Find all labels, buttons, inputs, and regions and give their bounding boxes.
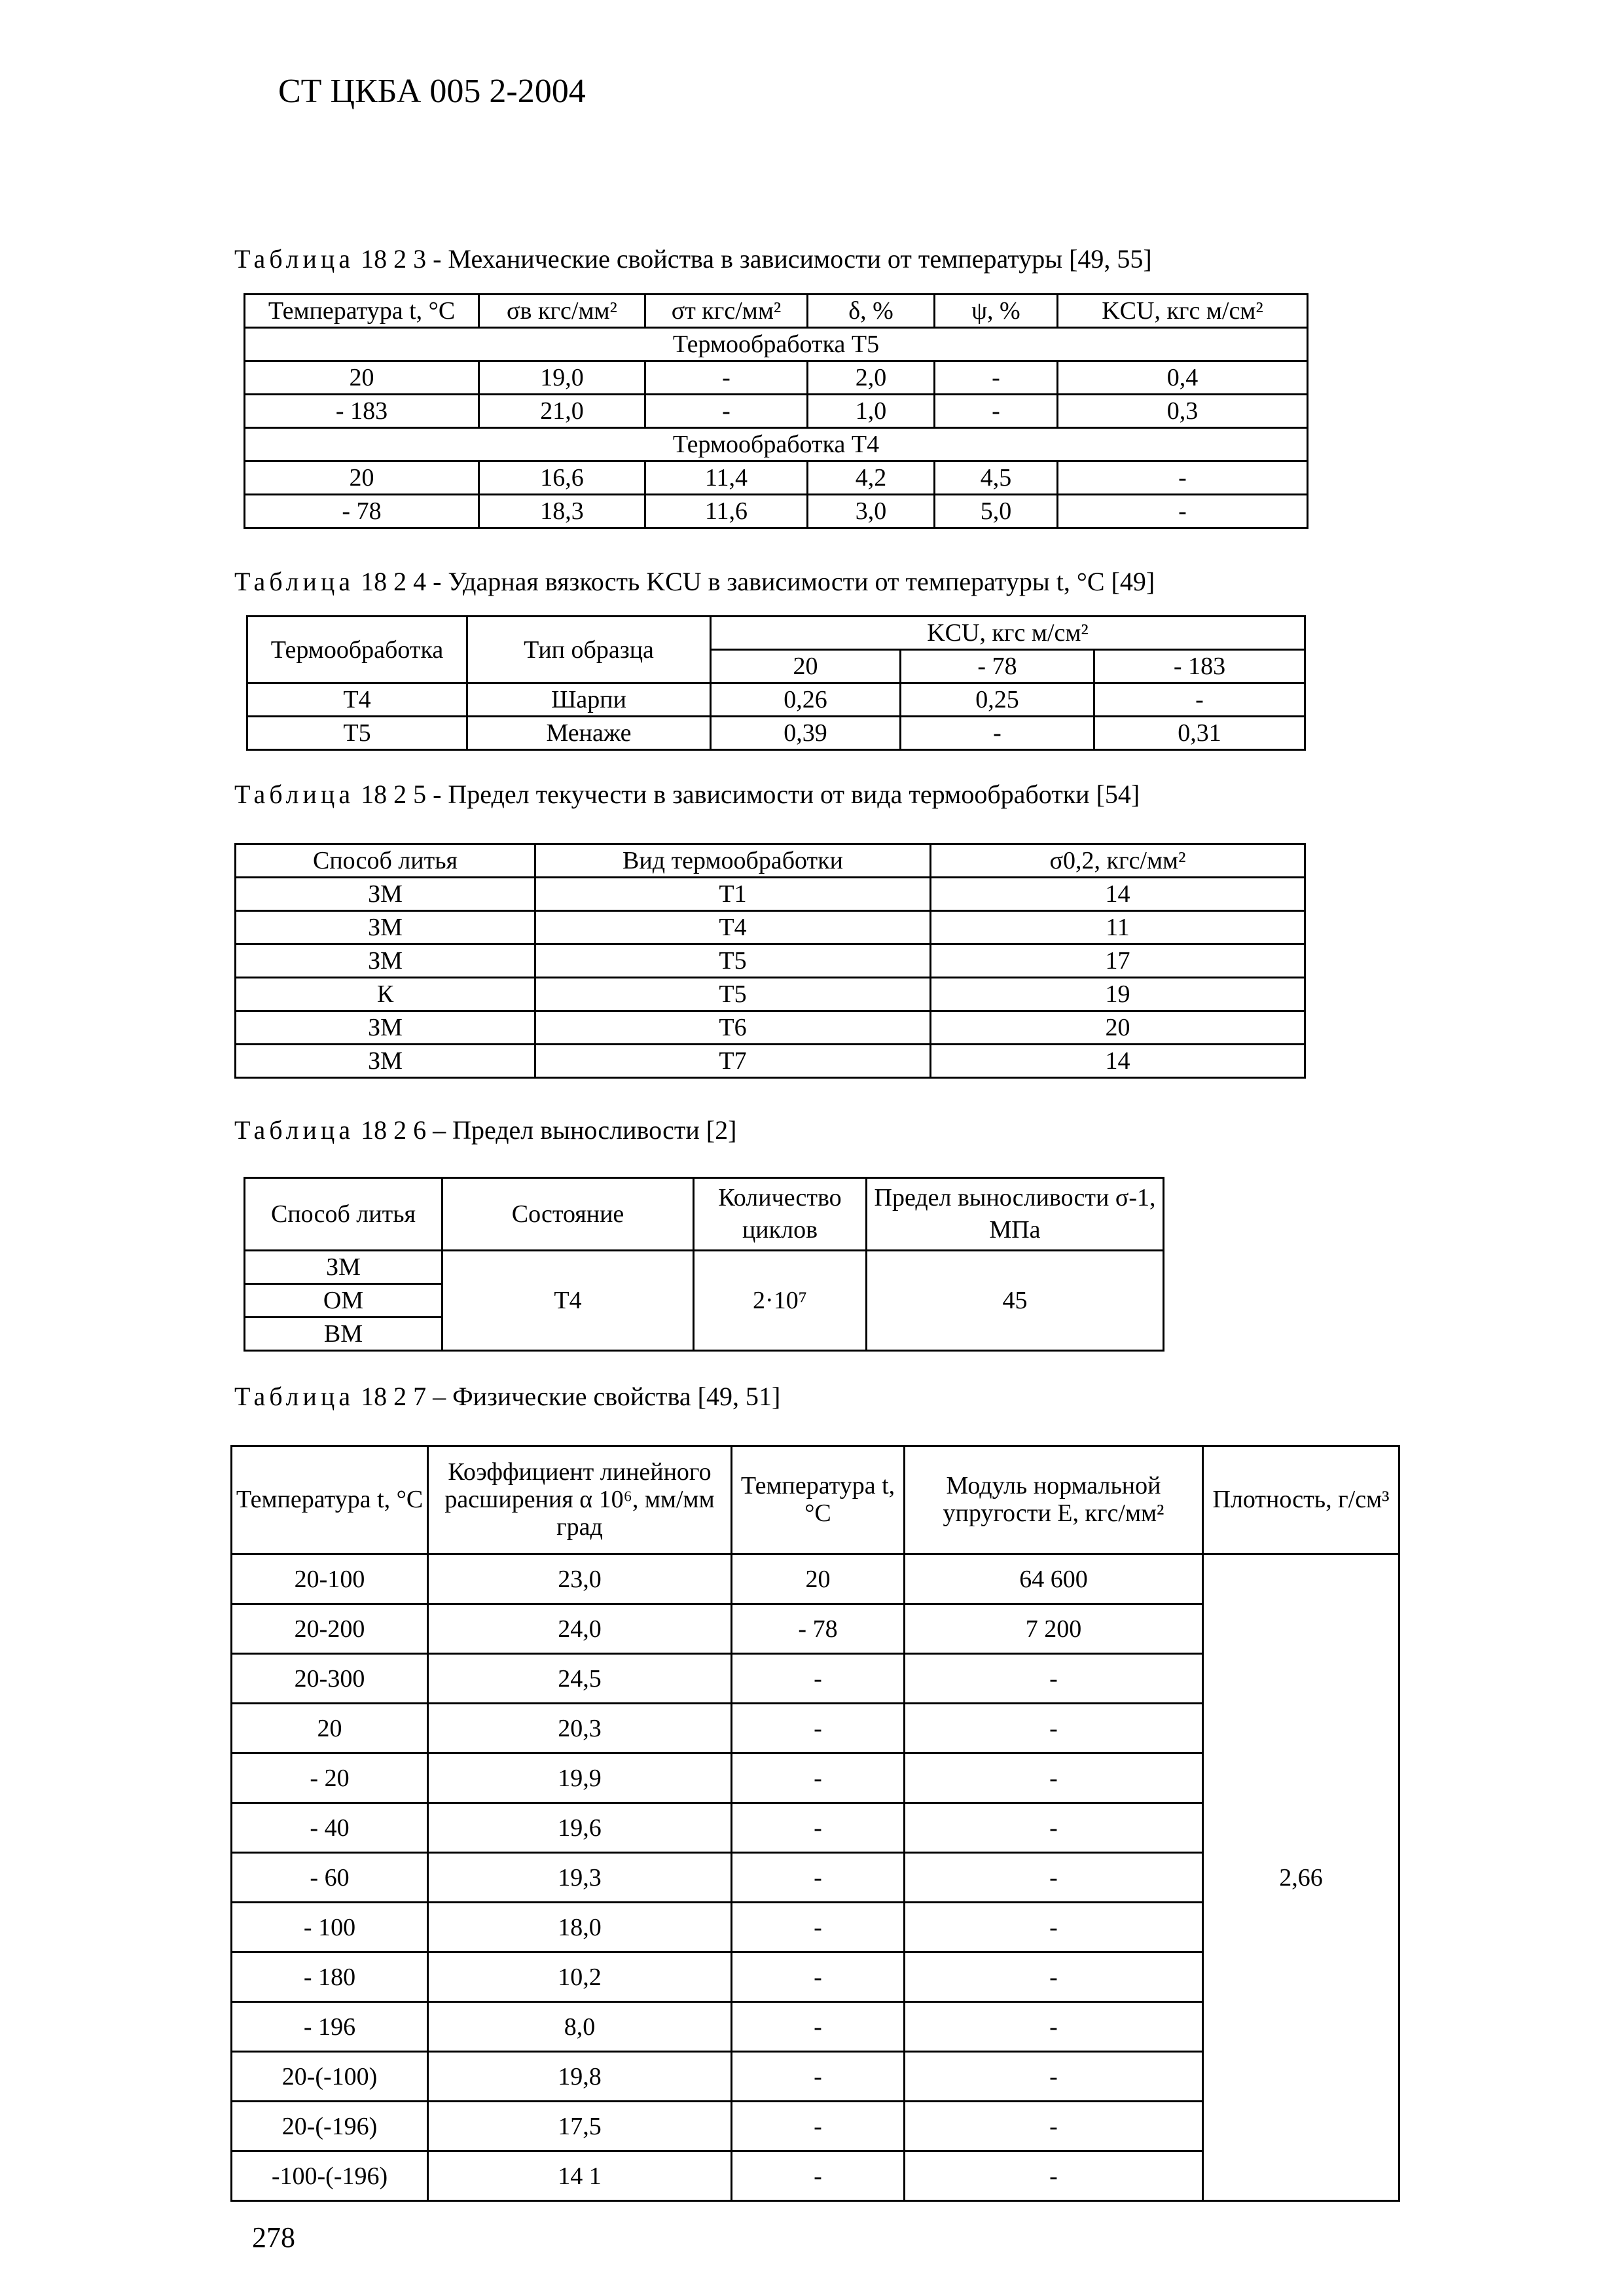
cell: - [1058,495,1308,528]
cell: T1 [535,878,931,911]
cell: - [905,2052,1203,2102]
cell: - 78 [732,1604,905,1654]
header-cell: Температура t, °C [232,1446,428,1554]
cell: - [732,2002,905,2052]
cell: - [732,1803,905,1853]
cell: - [732,1753,905,1803]
cell: ЗМ [236,878,535,911]
cell: - [905,1903,1203,1952]
header-cell: σ0,2, кгс/мм² [931,844,1305,878]
cell: T5 [247,717,467,750]
header-cell: Способ литья [245,1178,442,1251]
table-row [236,878,1305,911]
cell: - [935,395,1058,428]
cell: 0,25 [901,683,1094,717]
table-1823 [244,293,1308,529]
cell: 19,9 [428,1753,732,1803]
header-cell: σв кгс/мм² [479,295,645,328]
cell: 17 [931,944,1305,978]
cell: 64 600 [905,1554,1203,1604]
cell: 0,3 [1058,395,1308,428]
cell: - [905,1654,1203,1704]
table-row [247,717,1305,750]
cell: 17,5 [428,2102,732,2151]
cell: 20-300 [232,1654,428,1704]
cell: 20 [245,461,479,495]
cell: T6 [535,1011,931,1045]
cell: 21,0 [479,395,645,428]
cell: - [905,2102,1203,2151]
cell: - [905,1952,1203,2002]
cell: - [732,1704,905,1753]
cell: 0,31 [1094,717,1305,750]
cell: T4 [247,683,467,717]
cell: 7 200 [905,1604,1203,1654]
cell: - [645,395,808,428]
table-header-row [245,295,1308,328]
cell: 5,0 [935,495,1058,528]
cell: - 78 [245,495,479,528]
table-1825 [234,843,1306,1079]
state-cell: T4 [442,1251,694,1351]
cell: 19,6 [428,1803,732,1853]
cell: - 180 [232,1952,428,2002]
caption-text: 18 2 3 - Механические свойства в зависимости от температуры [49, 55] [361,244,1152,274]
cell: 20 [732,1554,905,1604]
cell: - [905,1853,1203,1903]
cell: 20-(-100) [232,2052,428,2102]
cell: ЗМ [236,1045,535,1078]
header-cell: - 78 [901,650,1094,683]
cell: - 100 [232,1903,428,1952]
casting-method: ЗМ [245,1251,442,1284]
table-1825-caption [234,779,1140,810]
cell: - [935,361,1058,395]
cell: К [236,978,535,1011]
header-cell: Модуль нормальной упругости E, кгс/мм² [905,1446,1203,1554]
cell: 23,0 [428,1554,732,1604]
table-1827-caption [234,1381,780,1412]
caption-text: 18 2 5 - Предел текучести в зависимости от вида термообработки [54] [361,780,1140,809]
cycles-cell: 2·10⁷ [694,1251,867,1351]
cell: - [645,361,808,395]
cell: 0,26 [711,683,901,717]
cell: 10,2 [428,1952,732,2002]
cell: 4,5 [935,461,1058,495]
header-cell: KCU, кгс м/см² [1058,295,1308,328]
header-cell: KCU, кгс м/см² [711,617,1305,650]
cell: 2,0 [808,361,935,395]
cell: 1,0 [808,395,935,428]
cell: 11,4 [645,461,808,495]
cell: 20 [931,1011,1305,1045]
cell: T5 [535,978,931,1011]
table-1824-caption [234,566,1155,597]
cell: 14 [931,878,1305,911]
cell: - [732,1903,905,1952]
cell: 20-(-196) [232,2102,428,2151]
cell: - [905,1803,1203,1853]
caption-label: Таблица [234,780,355,809]
document-header: СТ ЦКБА 005 2-2004 [278,73,586,110]
cell: - [732,1654,905,1704]
cell: 18,3 [479,495,645,528]
caption-text: 18 2 4 - Ударная вязкость KCU в зависимости от температуры t, °C [49] [361,567,1155,596]
cell: - [905,2151,1203,2201]
casting-method: ОМ [245,1284,442,1318]
cell: 8,0 [428,2002,732,2052]
cell: ЗМ [236,911,535,944]
caption-text: 18 2 7 – Физические свойства [49, 51] [361,1382,781,1411]
cell: - 60 [232,1853,428,1903]
cell: 24,5 [428,1654,732,1704]
cell: - [905,1704,1203,1753]
table-1823-caption [234,243,1152,274]
cell: T7 [535,1045,931,1078]
table-header-row [236,844,1305,878]
cell: T5 [535,944,931,978]
cell: 3,0 [808,495,935,528]
cell: 11 [931,911,1305,944]
group-row: Термообработка T5 [245,328,1308,361]
cell: - [732,1853,905,1903]
cell: 16,6 [479,461,645,495]
table-1824 [246,615,1306,751]
cell: - [1058,461,1308,495]
header-cell: Способ литья [236,844,535,878]
table-row [232,1554,1399,1604]
cell: - 20 [232,1753,428,1803]
cell: ЗМ [236,1011,535,1045]
cell: 20 [232,1704,428,1753]
table-row [236,944,1305,978]
cell: 19,8 [428,2052,732,2102]
page-number: 278 [252,2221,295,2253]
header-cell: δ, % [808,295,935,328]
cell: 18,0 [428,1903,732,1952]
header-cell: Предел выносливости σ-1, МПа [867,1178,1164,1251]
cell: 11,6 [645,495,808,528]
table-row [245,395,1308,428]
casting-method: ВМ [245,1318,442,1351]
header-cell: ψ, % [935,295,1058,328]
cell: 14 1 [428,2151,732,2201]
cell: 19 [931,978,1305,1011]
header-cell: Термообработка [247,617,467,683]
cell: 20-100 [232,1554,428,1604]
cell: - [732,1952,905,2002]
table-1826 [244,1177,1164,1352]
cell: - 183 [245,395,479,428]
table-1827 [230,1445,1400,2202]
cell: ЗМ [236,944,535,978]
caption-label: Таблица [234,1382,355,1411]
table-row [236,978,1305,1011]
cell: Шарпи [467,683,711,717]
cell: - [901,717,1094,750]
cell: 19,3 [428,1853,732,1903]
header-cell: Состояние [442,1178,694,1251]
limit-cell: 45 [867,1251,1164,1351]
table-row [236,911,1305,944]
caption-text: 18 2 6 – Предел выносливости [2] [361,1115,737,1145]
table-row [245,461,1308,495]
header-cell: Вид термообработки [535,844,931,878]
cell: 4,2 [808,461,935,495]
cell: - [732,2052,905,2102]
cell: 20 [245,361,479,395]
density-cell: 2,66 [1203,1554,1399,2201]
cell: - [732,2102,905,2151]
cell: Менаже [467,717,711,750]
cell: 0,4 [1058,361,1308,395]
cell: 14 [931,1045,1305,1078]
header-cell: Тип образца [467,617,711,683]
group-row: Термообработка T4 [245,428,1308,461]
table-row [236,1045,1305,1078]
cell: 20-200 [232,1604,428,1654]
caption-label: Таблица [234,1115,355,1145]
cell: - 196 [232,2002,428,2052]
cell: 19,0 [479,361,645,395]
cell: - [1094,683,1305,717]
table-row [236,1011,1305,1045]
header-cell: Температура t, °C [732,1446,905,1554]
caption-label: Таблица [234,567,355,596]
header-cell: - 183 [1094,650,1305,683]
header-cell: 20 [711,650,901,683]
header-cell: Количество циклов [694,1178,867,1251]
header-cell: Плотность, г/см³ [1203,1446,1399,1554]
table-row [245,495,1308,528]
cell: - [732,2151,905,2201]
cell: 24,0 [428,1604,732,1654]
table-header-row [232,1446,1399,1554]
cell: T4 [535,911,931,944]
table-1826-caption [234,1115,736,1145]
cell: 20,3 [428,1704,732,1753]
table-row [247,683,1305,717]
cell: - [905,1753,1203,1803]
cell: - 40 [232,1803,428,1853]
header-cell: Температура t, °C [245,295,479,328]
cell: 0,39 [711,717,901,750]
header-cell: σт кгс/мм² [645,295,808,328]
cell: -100-(-196) [232,2151,428,2201]
cell: - [905,2002,1203,2052]
table-row [245,361,1308,395]
caption-label: Таблица [234,244,355,274]
header-cell: Коэффициент линейного расширения α 10⁶, мм/мм град [428,1446,732,1554]
